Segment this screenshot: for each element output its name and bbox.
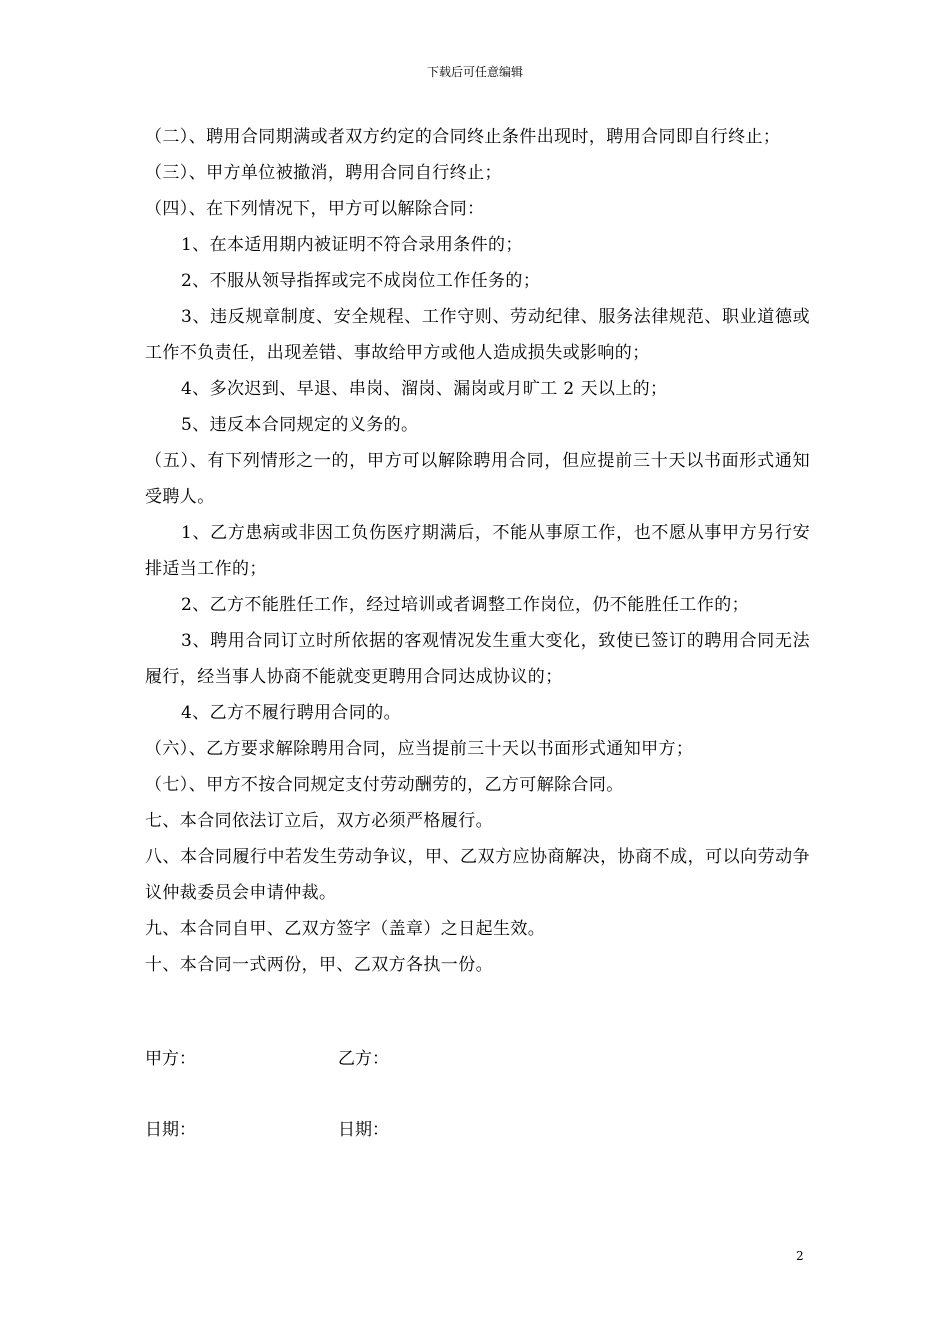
date-row: [145, 1118, 389, 1142]
list-item-4-2: 2、不服从领导指挥或完不成岗位工作任务的；: [181, 271, 541, 291]
date-b-label: 日期：: [338, 1120, 389, 1140]
date-a-label: 日期：: [145, 1120, 196, 1140]
page-header: 下载后可任意编辑: [426, 65, 523, 79]
page-number: 2: [796, 1249, 804, 1263]
list-item-4-3: 3、违反规章制度、安全规程、工作守则、劳动纪律、服务法律规范、职业道德或工作不负责任，出现差错、事故给甲方或他人造成损失或影响的；: [145, 307, 810, 363]
paragraph-2: （二）、聘用合同期满或者双方约定的合同终止条件出现时，聘用合同即自行终止；: [145, 127, 781, 147]
paragraph-5: （五）、有下列情形之一的，甲方可以解除聘用合同，但应提前三十天以书面形式通知受聘人。: [145, 451, 810, 507]
paragraph-6: （六）、乙方要求解除聘用合同，应当提前三十天以书面形式通知甲方；: [145, 739, 694, 759]
list-item-4-5: 5、违反本合同规定的义务的。: [181, 415, 419, 435]
list-item-5-1: 1、乙方患病或非因工负伤医疗期满后，不能从事原工作，也不愿从事甲方另行安排适当工作的；: [145, 523, 810, 579]
list-item-4-4: 4、多次迟到、早退、串岗、溜岗、漏岗或月旷工 2 天以上的；: [181, 379, 668, 399]
paragraph-3: （三）、甲方单位被撤消，聘用合同自行终止；: [145, 163, 502, 183]
clause-8: 八、本合同履行中若发生劳动争议，甲、乙双方应协商解决，协商不成，可以向劳动争议仲裁委员会申请仲裁。: [145, 847, 810, 903]
list-item-5-3: 3、聘用合同订立时所依据的客观情况发生重大变化，致使已签订的聘用合同无法履行，经当事人协商不能就变更聘用合同达成协议的；: [145, 631, 810, 687]
paragraph-4: （四）、在下列情况下，甲方可以解除合同：: [145, 199, 485, 219]
clause-9: 九、本合同自甲、乙双方签字（盖章）之日起生效。: [145, 919, 546, 939]
list-item-4-1: 1、在本适用期内被证明不符合录用条件的；: [181, 235, 523, 255]
clause-7: 七、本合同依法订立后，双方必须严格履行。: [145, 811, 493, 831]
paragraph-7: （七）、甲方不按合同规定支付劳动酬劳的，乙方可解除合同。: [145, 775, 624, 795]
list-item-5-2: 2、乙方不能胜任工作，经过培训或者调整工作岗位，仍不能胜任工作的；: [181, 595, 750, 615]
party-b-label: 乙方：: [338, 1049, 389, 1069]
signature-row: [145, 1047, 389, 1071]
clause-10: 十、本合同一式两份，甲、乙双方各执一份。: [145, 955, 493, 975]
party-a-label: 甲方：: [145, 1049, 196, 1069]
document-body: [145, 119, 810, 983]
list-item-5-4: 4、乙方不履行聘用合同的。: [181, 703, 402, 723]
